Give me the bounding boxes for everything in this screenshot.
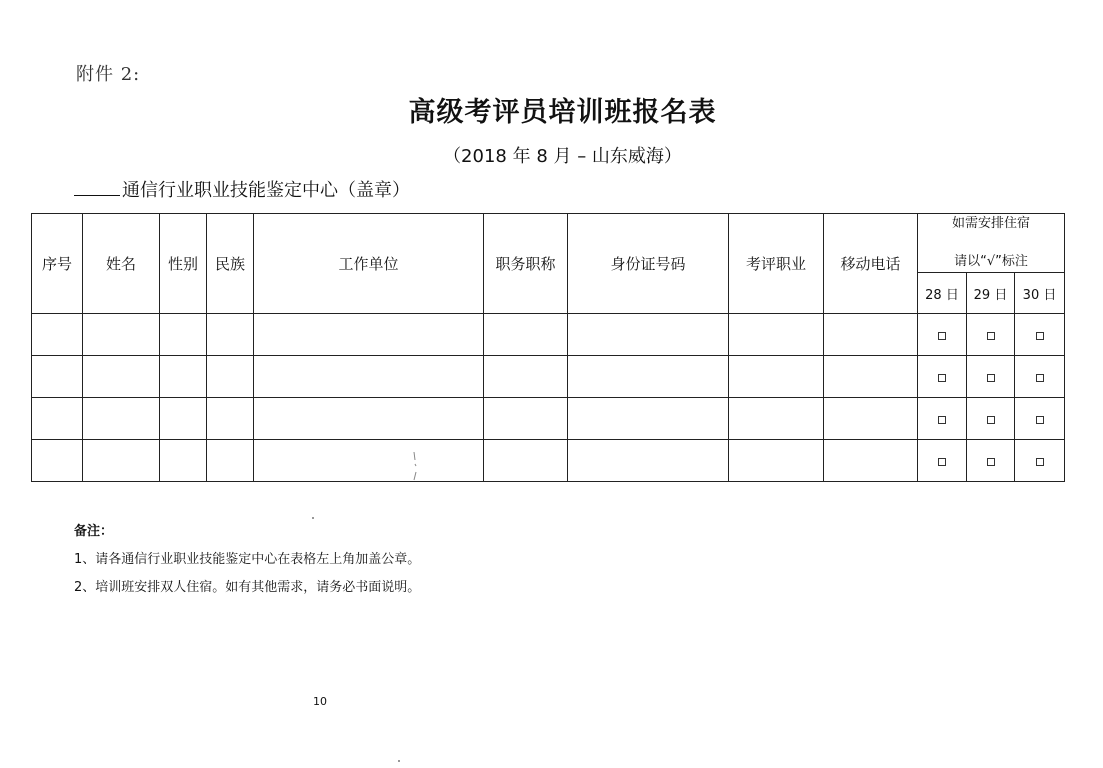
- cell-position[interactable]: [484, 314, 568, 356]
- checkbox-icon[interactable]: [987, 374, 995, 382]
- checkbox-icon[interactable]: [987, 332, 995, 340]
- cell-ethnicity[interactable]: [207, 440, 254, 482]
- lodging-checkbox-28[interactable]: [918, 314, 967, 356]
- day-header-29: 29 日: [967, 273, 1015, 314]
- registration-table: [31, 213, 1065, 482]
- col-header-mobile: 移动电话: [824, 214, 918, 314]
- form-title: 高级考评员培训班报名表: [408, 97, 717, 128]
- checkbox-icon[interactable]: [987, 416, 995, 424]
- cell-id-number[interactable]: [568, 440, 729, 482]
- lodging-line-1: 如需安排住宿: [952, 216, 1031, 231]
- checkbox-icon[interactable]: [987, 458, 995, 466]
- lodging-checkbox-29[interactable]: [967, 314, 1015, 356]
- organization-line: [74, 176, 410, 202]
- day-header-28: 28 日: [918, 273, 967, 314]
- table-row: [32, 440, 1065, 482]
- cell-gender[interactable]: [160, 314, 207, 356]
- lodging-checkbox-29[interactable]: [967, 440, 1015, 482]
- cell-index[interactable]: [32, 398, 83, 440]
- notes-section: [74, 518, 420, 602]
- table-row: [32, 314, 1065, 356]
- attachment-label: 附件 2:: [76, 64, 141, 85]
- lodging-checkbox-30[interactable]: [1015, 440, 1065, 482]
- checkbox-icon[interactable]: [1036, 458, 1044, 466]
- checkbox-icon[interactable]: [938, 416, 946, 424]
- cell-id-number[interactable]: [568, 356, 729, 398]
- cell-index[interactable]: [32, 440, 83, 482]
- cell-ethnicity[interactable]: [207, 356, 254, 398]
- organization-label: 通信行业职业技能鉴定中心（盖章）: [122, 180, 410, 201]
- col-header-name: 姓名: [83, 214, 160, 314]
- cell-mobile[interactable]: [824, 356, 918, 398]
- lodging-checkbox-29[interactable]: [967, 398, 1015, 440]
- cell-mobile[interactable]: [824, 314, 918, 356]
- cell-name[interactable]: [83, 314, 160, 356]
- cell-occupation[interactable]: [729, 314, 824, 356]
- cell-id-number[interactable]: [568, 398, 729, 440]
- scan-mark: [412, 450, 418, 482]
- cell-employer[interactable]: [254, 356, 484, 398]
- cell-ethnicity[interactable]: [207, 398, 254, 440]
- cell-employer[interactable]: [254, 440, 484, 482]
- cell-gender[interactable]: [160, 356, 207, 398]
- col-header-position: 职务职称: [484, 214, 568, 314]
- cell-occupation[interactable]: [729, 356, 824, 398]
- table-row: [32, 356, 1065, 398]
- lodging-checkbox-28[interactable]: [918, 398, 967, 440]
- cell-gender[interactable]: [160, 440, 207, 482]
- checkbox-icon[interactable]: [1036, 374, 1044, 382]
- table-row: [32, 398, 1065, 440]
- cell-occupation[interactable]: [729, 440, 824, 482]
- checkbox-icon[interactable]: [1036, 416, 1044, 424]
- lodging-checkbox-28[interactable]: [918, 440, 967, 482]
- checkbox-icon[interactable]: [938, 458, 946, 466]
- cell-occupation[interactable]: [729, 398, 824, 440]
- day-header-30: 30 日: [1015, 273, 1065, 314]
- cell-ethnicity[interactable]: [207, 314, 254, 356]
- note-item: 2、培训班安排双人住宿。如有其他需求，请务必书面说明。: [74, 580, 421, 595]
- cell-mobile[interactable]: [824, 440, 918, 482]
- col-header-gender: 性别: [160, 214, 207, 314]
- notes-label: 备注：: [74, 524, 114, 539]
- cell-position[interactable]: [484, 440, 568, 482]
- cell-employer[interactable]: [254, 398, 484, 440]
- cell-gender[interactable]: [160, 398, 207, 440]
- seal-blank: [74, 177, 120, 196]
- cell-name[interactable]: [83, 440, 160, 482]
- col-header-index: 序号: [32, 214, 83, 314]
- checkbox-icon[interactable]: [938, 332, 946, 340]
- lodging-checkbox-30[interactable]: [1015, 314, 1065, 356]
- col-header-occupation: 考评职业: [729, 214, 824, 314]
- checkbox-icon[interactable]: [938, 374, 946, 382]
- lodging-checkbox-30[interactable]: [1015, 356, 1065, 398]
- lodging-line-2: 请以“√”标注: [954, 254, 1028, 269]
- cell-position[interactable]: [484, 356, 568, 398]
- form-subtitle: （2018 年 8 月 – 山东威海）: [443, 146, 682, 167]
- col-header-lodging: [918, 214, 1065, 273]
- scan-speck: [398, 760, 400, 762]
- lodging-checkbox-29[interactable]: [967, 356, 1015, 398]
- col-header-ethnicity: 民族: [207, 214, 254, 314]
- page-number: 10: [313, 695, 327, 708]
- note-item: 1、请各通信行业职业技能鉴定中心在表格左上角加盖公章。: [74, 552, 421, 567]
- cell-employer[interactable]: [254, 314, 484, 356]
- cell-id-number[interactable]: [568, 314, 729, 356]
- cell-mobile[interactable]: [824, 398, 918, 440]
- col-header-employer: 工作单位: [254, 214, 484, 314]
- checkbox-icon[interactable]: [1036, 332, 1044, 340]
- cell-name[interactable]: [83, 398, 160, 440]
- lodging-checkbox-28[interactable]: [918, 356, 967, 398]
- cell-index[interactable]: [32, 314, 83, 356]
- col-header-id-number: 身份证号码: [568, 214, 729, 314]
- cell-name[interactable]: [83, 356, 160, 398]
- cell-index[interactable]: [32, 356, 83, 398]
- lodging-checkbox-30[interactable]: [1015, 398, 1065, 440]
- cell-position[interactable]: [484, 398, 568, 440]
